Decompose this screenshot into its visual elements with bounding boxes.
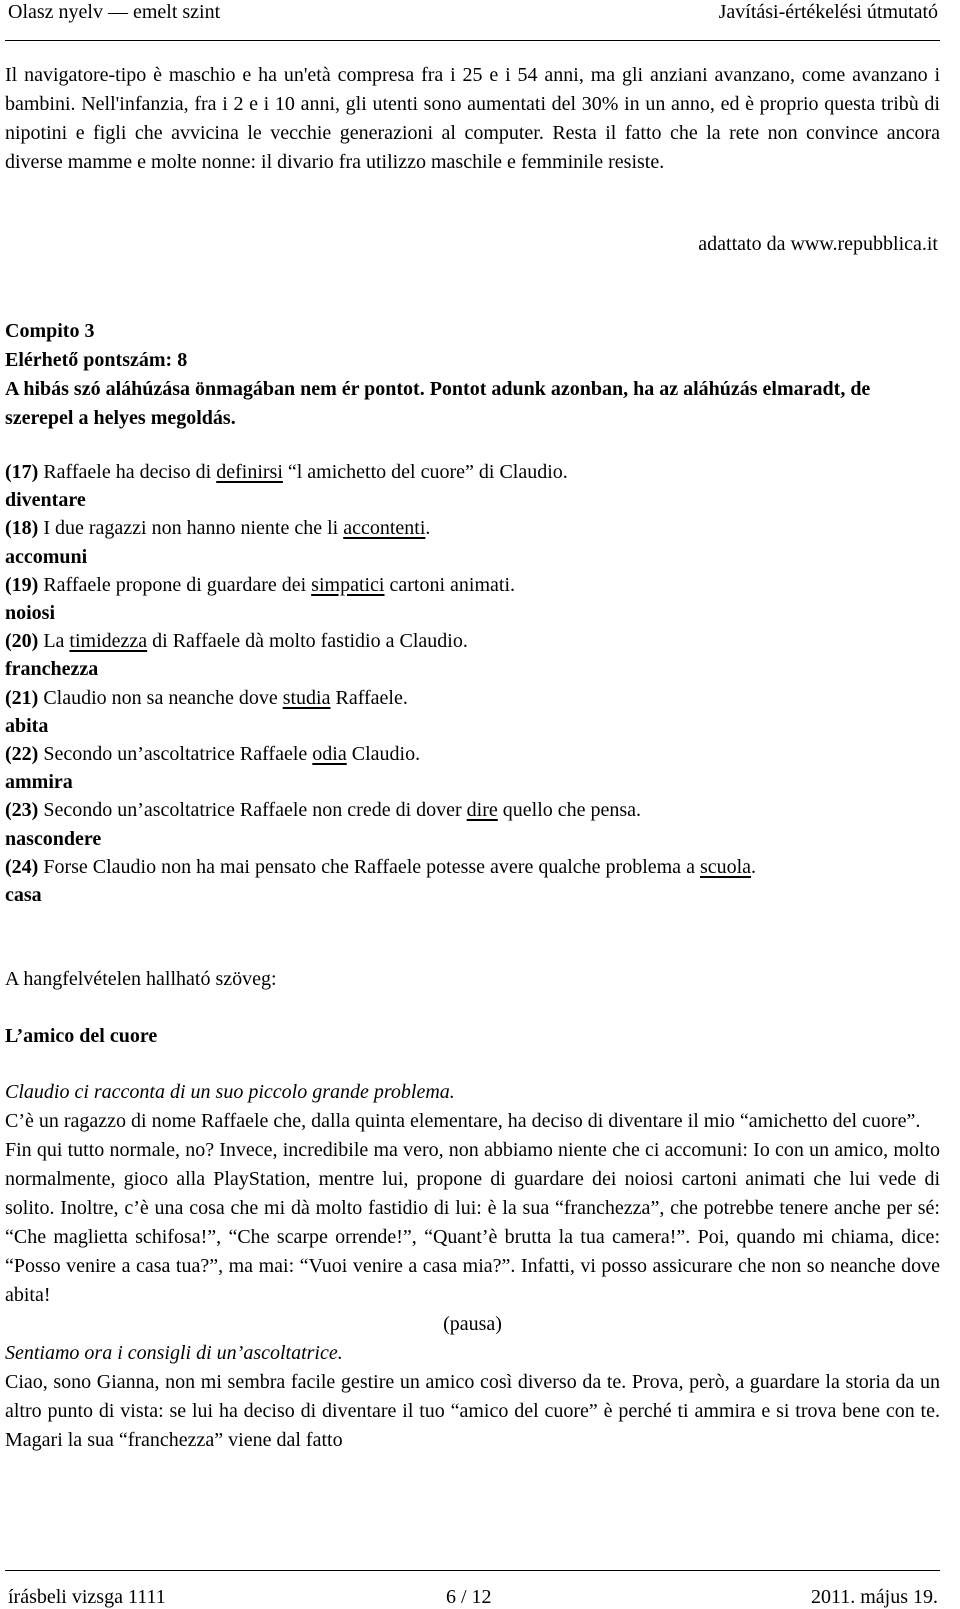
transcript-intro: Sentiamo ora i consigli di un’ascoltatrice. — [5, 1342, 343, 1364]
item-answer: casa — [5, 884, 42, 907]
transcript-paragraph: Fin qui tutto normale, no? Invece, incredibile ma vero, non abbiamo niente che ci accomuni: Io con un amico, molto normalmente, gioco alla PlayStation, mentre lui, propone di guardare dei noiosi cartoni animati che lui vede di solito. Inoltre, c’è una cosa che mi dà molto fastidio di lui: è la sua “franchezza”, che potrebbe tenere anche per sé: “Che maglietta schifosa!”, “Che scarpe orrende!”, “Quant’è brutta la tua camera!”. Poi, quando mi chiama, dice: “Posso venire a casa tua?”, ma mai: “Vuoi venire a casa mia?”. Infatti, vi posso assicurare che non so neanche dove abita! — [5, 1139, 940, 1306]
transcript-intro: Claudio ci racconta di un suo piccolo grande problema. — [5, 1081, 455, 1103]
item-sentence: (23) Secondo un’ascoltatrice Raffaele non crede di dover dire quello che pensa. — [5, 799, 642, 822]
transcript-label: A hangfelvételen hallható szöveg: — [5, 968, 277, 990]
item-23 — [5, 796, 940, 852]
item-answer: ammira — [5, 771, 73, 794]
task-section — [5, 317, 940, 433]
task-title: Compito 3 — [5, 320, 95, 342]
task-points: Elérhető pontszám: 8 — [5, 349, 188, 371]
item-sentence: (20) La timidezza di Raffaele dà molto fastidio a Claudio. — [5, 630, 468, 653]
item-number: (20) — [5, 630, 39, 653]
footer-page-number: 6 / 12 — [446, 1586, 492, 1608]
underlined-word: scuola — [699, 855, 752, 878]
item-22 — [5, 740, 940, 796]
footer-date: 2011. május 19. — [810, 1586, 938, 1608]
item-sentence: (21) Claudio non sa neanche dove studia Raffaele. — [5, 686, 408, 709]
item-17 — [5, 458, 940, 514]
transcript-paragraph: Ciao, sono Gianna, non mi sembra facile gestire un amico così diverso da te. Prova, però, a guardare la storia da un altro punto di vista: se lui ha deciso di diventare il tuo “amico del cuore” è perché ti ammira e si trova bene con te. Magari la sua “franchezza” viene dal fatto — [5, 1371, 940, 1451]
item-20 — [5, 627, 940, 683]
header-subject: Olasz nyelv — emelt szint — [8, 1, 221, 23]
item-sentence: (22) Secondo un’ascoltatrice Raffaele odia Claudio. — [5, 743, 421, 766]
transcript-body — [5, 1078, 940, 1455]
underlined-word: studia — [282, 686, 331, 709]
answer-list — [5, 458, 940, 909]
underlined-word: accontenti — [343, 517, 426, 540]
item-sentence: (24) Forse Claudio non ha mai pensato che Raffaele potesse avere qualche problema a scuola. — [5, 855, 757, 878]
item-answer: franchezza — [5, 658, 99, 681]
item-answer: abita — [5, 714, 49, 737]
item-18 — [5, 514, 940, 570]
item-number: (24) — [5, 855, 39, 878]
transcript-pause: (pausa) — [443, 1313, 502, 1335]
item-answer: noiosi — [5, 602, 56, 625]
item-number: (18) — [5, 517, 39, 540]
item-sentence: (17) Raffaele ha deciso di definirsi “l amichetto del cuore” di Claudio. — [5, 461, 568, 483]
underlined-word: definirsi — [216, 461, 283, 483]
item-number: (22) — [5, 743, 39, 766]
page-header — [0, 0, 960, 34]
item-number: (19) — [5, 573, 39, 596]
footer-rule — [5, 1570, 940, 1571]
transcript-paragraph: C’è un ragazzo di nome Raffaele che, dalla quinta elementare, ha deciso di diventare il mio “amichetto del cuore”. — [5, 1110, 921, 1132]
header-rule — [5, 40, 940, 41]
intro-paragraph: Il navigatore-tipo è maschio e ha un'età compresa fra i 25 e i 54 anni, ma gli anziani avanzano, come avanzano i bambini. Nell'infanzia, fra i 2 e i 10 anni, gli utenti sono aumentati del 30% in un anno, ed è proprio questa tribù di nipotini e figli che avvicina le vecchie generazioni al computer. Resta il fatto che la rete non convince ancora diverse mamme e molte nonne: il divario fra utilizzo maschile e femminile resiste. — [5, 64, 940, 173]
header-guide-title: Javítási-értékelési útmutató — [718, 1, 938, 23]
underlined-word: timidezza — [69, 630, 148, 653]
item-answer: nascondere — [5, 827, 102, 850]
item-21 — [5, 684, 940, 740]
underlined-word: odia — [312, 743, 347, 766]
item-number: (23) — [5, 799, 39, 822]
item-sentence: (18) I due ragazzi non hanno niente che li accontenti. — [5, 517, 431, 540]
item-number: (17) — [5, 461, 39, 483]
item-19 — [5, 571, 940, 627]
task-rule: A hibás szó aláhúzása önmagában nem ér pontot. Pontot adunk azonban, ha az aláhúzás elmaradt, de szerepel a helyes megoldás. — [5, 378, 871, 429]
item-24 — [5, 853, 940, 909]
underlined-word: simpatici — [311, 573, 385, 596]
source-attribution: adattato da www.repubblica.it — [698, 233, 938, 255]
item-answer: accomuni — [5, 545, 88, 568]
footer-exam-code: írásbeli vizsga 1111 — [8, 1586, 166, 1608]
item-number: (21) — [5, 686, 39, 709]
transcript-title: L’amico del cuore — [5, 1025, 158, 1047]
item-answer: diventare — [5, 489, 86, 512]
item-sentence: (19) Raffaele propone di guardare dei simpatici cartoni animati. — [5, 573, 516, 596]
underlined-word: dire — [466, 799, 498, 822]
